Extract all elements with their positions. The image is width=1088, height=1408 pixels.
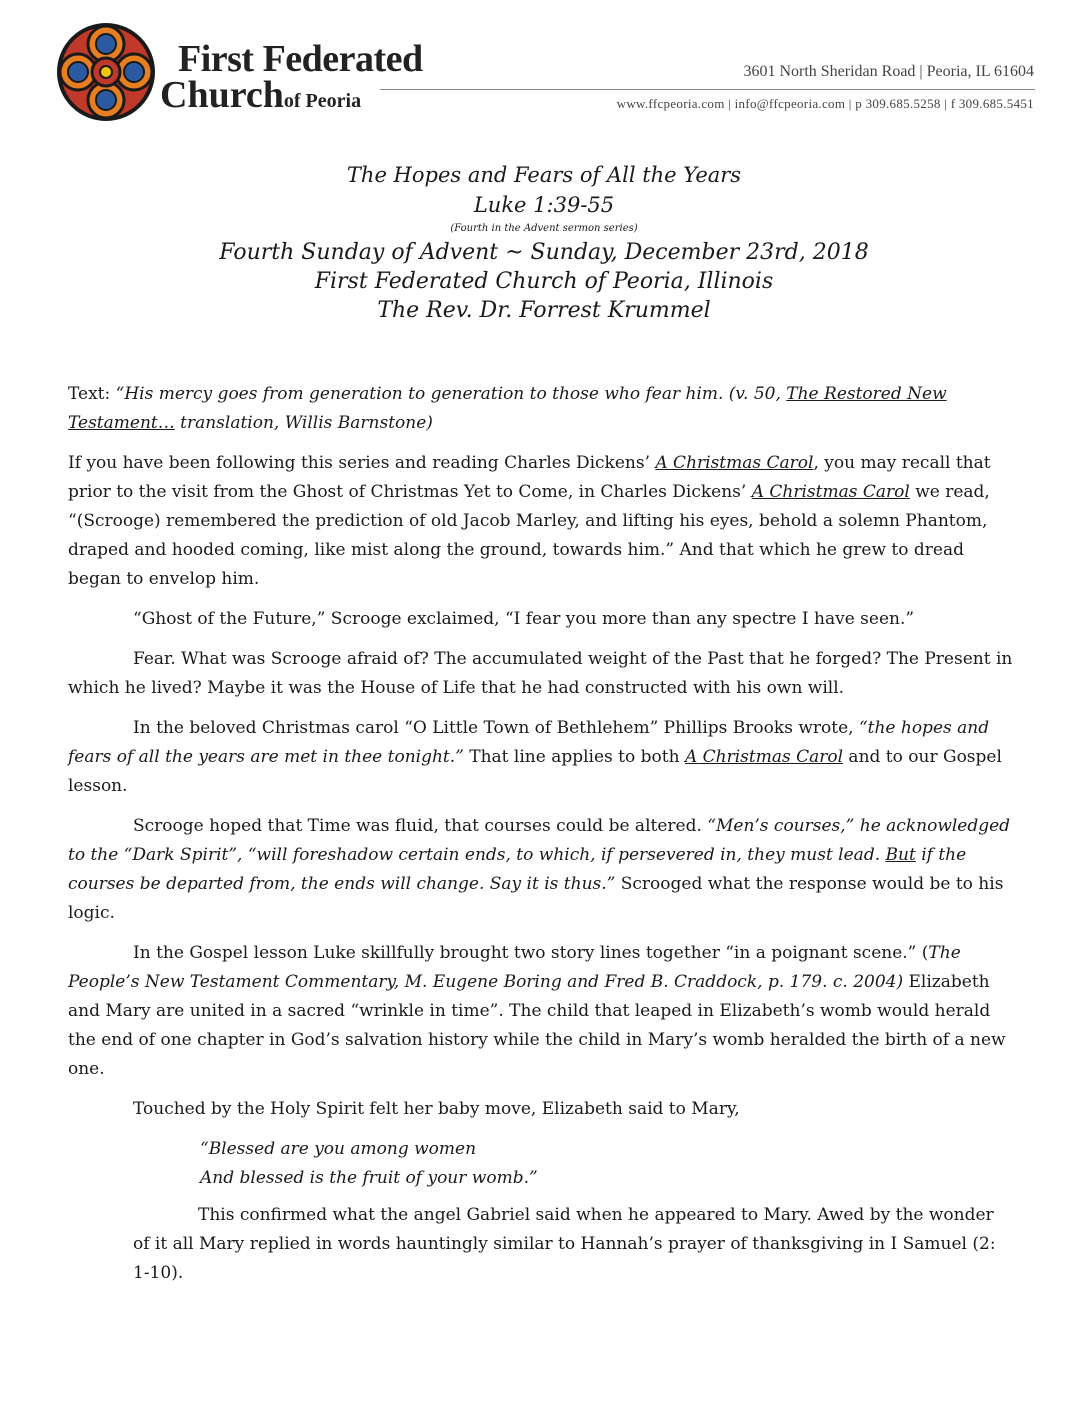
text-quote-verse: “His mercy goes from generation to generation to those who fear him. (v. 50, [115,384,787,404]
text-quote [68,380,1014,438]
blessing-line-2: And blessed is the fruit of your womb.” [200,1168,538,1188]
sermon-occasion: Fourth Sunday of Advent ~ Sunday, December 23rd, 2018 [219,240,869,265]
p6-c: Elizabeth and Mary are united in a sacred “wrinkle in time”. The child that leaped in Elizabeth’s womb would herald the end of one chapter in God’s salvation history while the child in Mary’s womb heralded the birth of a new one. [68,972,1006,1079]
letterhead-rule [380,89,1035,90]
p1-a: If you have been following this series and reading Charles Dickens’ [68,453,656,473]
text-quote-book: The Restored New Testament… [68,384,947,433]
org-name-of-peoria: of Peoria [283,90,362,112]
p1-book-title: A Christmas Carol [655,453,814,473]
org-name: First Federated [178,38,423,80]
paragraph-1 [68,449,1014,594]
paragraph-8: This confirmed what the angel Gabriel said when he appeared to Mary. Awed by the wonder of it all Mary replied in words hauntingly similar to Hannah’s prayer of thanksgiving in I Samuel (2: 1-10). [133,1205,996,1283]
p4-e: and to our Gospel lesson. [68,747,1002,796]
blessing-quote [68,1135,1014,1193]
p5-but: But [885,845,916,865]
paragraph-3: Fear. What was Scrooge afraid of? The accumulated weight of the Past that he forged? The Present in which he lived? Maybe it was the House of Life that he had constructed with his own will. [68,649,1013,698]
church-contact: www.ffcpeoria.com | info@ffcpeoria.com | p 309.685.5258 | f 309.685.5451 [616,96,1034,111]
p1-e: we read, “(Scrooge) remembered the prediction of old Jacob Marley, and lifting his eyes, behold a solemn Phantom, draped and hooded coming, like mist along the ground, towards him.” And that which he grew to dread began to envelop him. [68,482,990,589]
blessing-line-1: “Blessed are you among women [200,1139,477,1159]
org-name-church [160,76,361,114]
p4-book-title: A Christmas Carol [684,747,844,767]
sermon-title: The Hopes and Fears of All the Years [346,163,742,187]
text-label: Text: [68,384,116,404]
paragraph-6 [68,939,1014,1084]
paragraph-2: “Ghost of the Future,” Scrooge exclaimed, “I fear you more than any spectre I have seen.” [133,609,915,629]
p1-book-title-2: A Christmas Carol [751,482,910,502]
text-quote-after: translation, Willis Barnstone) [174,413,433,433]
church-logo-icon [56,22,156,122]
sermon-body [68,380,1014,1299]
p5-quote-2: if the courses be departed from, the ends will change. Say it is thus.” [68,845,967,894]
p1-c: , you may recall that prior to the visit from the Ghost of Christmas Yet to Come, in Charles Dickens’ [68,453,991,502]
paragraph-7: Touched by the Holy Spirit felt her baby move, Elizabeth said to Mary, [133,1099,740,1119]
sermon-header [0,160,1088,325]
p4-quote: “the hopes and fears of all the years are met in thee tonight.” [68,718,990,767]
p4-c: That line applies to both [463,747,685,767]
sermon-church: First Federated Church of Peoria, Illinois [314,269,774,294]
paragraph-5 [68,812,1014,928]
paragraph-4 [68,714,1014,801]
series-note: (Fourth in the Advent sermon series) [450,223,638,234]
sermon-preacher: The Rev. Dr. Forrest Krummel [377,298,711,323]
sermon-scripture: Luke 1:39-55 [473,193,615,217]
p4-a: In the beloved Christmas carol “O Little Town of Bethlehem” Phillips Brooks wrote, [133,718,859,738]
letterhead [0,0,1088,130]
p6-a: In the Gospel lesson Luke skillfully brought two story lines together “in a poignant scene.” ( [133,943,929,963]
p5-a: Scrooge hoped that Time was fluid, that courses could be altered. [133,816,708,836]
org-name-church-word: Church [160,74,284,116]
p5-e: Scrooged what the response would be to his logic. [68,874,1004,923]
p5-quote: “Men’s courses,” he acknowledged to the “Dark Spirit”, “will foreshadow certain ends, to which, if persevered in, they must lead. [68,816,1011,865]
church-address: 3601 North Sheridan Road | Peoria, IL 61604 [743,63,1034,80]
p6-citation: The People’s New Testament Commentary, M. Eugene Boring and Fred B. Craddock, p. 179. c. 2004) [68,943,961,992]
